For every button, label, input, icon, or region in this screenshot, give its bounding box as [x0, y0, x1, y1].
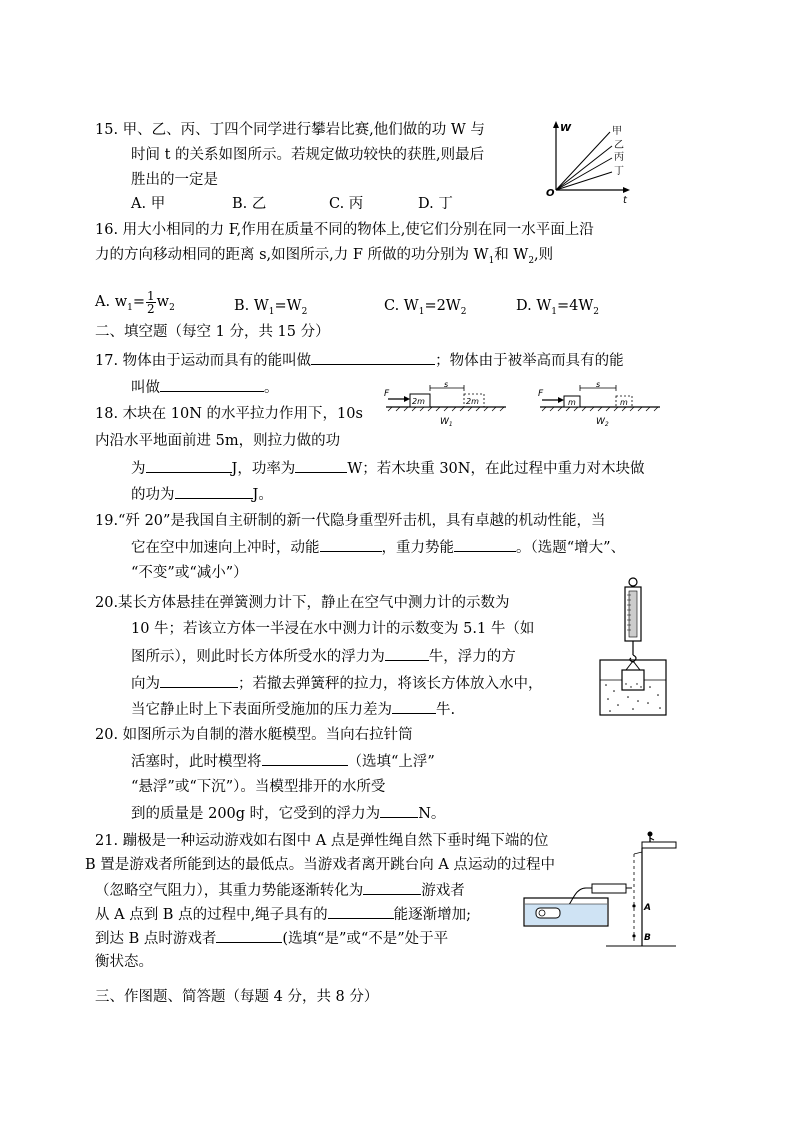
svg-text:s: s: [596, 382, 601, 389]
q20b-blank-motion: [262, 751, 348, 766]
q15-y-label: W: [560, 123, 572, 134]
svg-text:m: m: [568, 398, 576, 407]
q18-line4: 的功为 J。: [131, 484, 273, 505]
svg-text:2m: 2m: [466, 397, 479, 406]
q21-jumper-head: [648, 832, 653, 837]
q17-blank-2: [160, 377, 264, 392]
q20a-line4: 向为 ；若撤去弹簧秤的拉力，将该长方体放入水中，: [131, 673, 543, 694]
q15-option-a: A. 甲: [131, 196, 166, 212]
q17-blank-1: [311, 350, 435, 365]
q20a-line5: 当它静止时上下表面所受施加的压力差为 牛.: [131, 699, 455, 720]
q15-option-b: B. 乙: [232, 196, 267, 212]
svg-text:s: s: [444, 382, 449, 389]
q15-origin-label: O: [546, 188, 555, 199]
q15-line-yi: [556, 146, 612, 190]
svg-text:F: F: [538, 389, 544, 399]
q21-platform: [642, 842, 676, 848]
q20b-line3: “悬浮”或“下沉”）。当模型排开的水所受: [131, 779, 386, 795]
q15-x-label: t: [623, 195, 627, 204]
q16-option-c: C. $W_1=2W_2$: [384, 298, 467, 317]
q16-option-a: A. $w_1=$ $\frac{1}{2}$ $w_2$: [95, 288, 175, 316]
q16-w1-label: $W_1$: [440, 417, 453, 428]
q20b-blank-buoyancy: [380, 803, 418, 818]
q15-option-c: C. 丙: [329, 196, 364, 212]
q15-label-jia: 甲: [612, 126, 622, 137]
q15-line-bing: [556, 158, 612, 190]
q21-blank-rope-energy: [328, 904, 394, 919]
q21-line5: 到达 B 点时游戏者 (选填“是”或“不是”处于平: [95, 928, 448, 949]
q20a-blank-buoyancy: [385, 646, 429, 661]
q21-point-b: [632, 934, 635, 937]
svg-text:m: m: [620, 398, 628, 407]
q15-work-time-graph: [538, 118, 633, 204]
q15-option-d: D. 丁: [418, 196, 453, 212]
q16-line1: 16. 用大小相同的力 F,作用在质量不同的物体上,使它们分别在同一水平面上沿: [95, 222, 594, 238]
q18-line3: 为 J，功率为 W；若木块重 30N，在此过程中重力对木块做: [131, 458, 644, 479]
q21-bungee-figure: [604, 830, 678, 948]
section-2-heading: 二、填空题（每空 1 分，共 15 分）: [95, 324, 330, 340]
q19-line3: “不变”或“减小”）: [131, 565, 248, 581]
q20a-scale-ring: [629, 578, 637, 586]
q16-w2-label: $W_2$: [596, 417, 609, 428]
q21-point-a: [632, 904, 635, 907]
svg-text:B: B: [644, 933, 651, 943]
q15-label-ding: 丁: [614, 166, 624, 177]
q15-label-yi: 乙: [614, 140, 624, 151]
q19-blank-kinetic: [320, 537, 382, 552]
svg-text:F: F: [384, 389, 390, 399]
q15-y-arrow: [553, 121, 559, 128]
q15-line2: 时间 t 的关系如图所示。若规定做功较快的获胜,则最后: [131, 147, 485, 163]
svg-text:2m: 2m: [412, 397, 425, 406]
q20b-line2: 活塞时，此时模型将 （选填“上浮”: [131, 751, 435, 772]
q15-x-arrow: [623, 187, 630, 193]
q17-line2: 叫做 。: [131, 377, 279, 398]
q16-force-diagrams: [384, 382, 664, 434]
q20a-line1: 20.某长方体悬挂在弹簧测力计下，静止在空气中测力计的示数为: [95, 595, 510, 611]
q20b-line1: 20. 如图所示为自制的潜水艇模型。当向右拉针筒: [95, 727, 413, 743]
q17-line1: 17. 物体由于运动而具有的能叫做 ；物体由于被举高而具有的能: [95, 350, 624, 371]
q20a-line2: 10 牛；若该立方体一半浸在水中测力计的示数变为 5.1 牛（如: [131, 621, 535, 637]
q21-blank-equilibrium: [216, 928, 282, 943]
q20a-spring-scale-figure: [598, 575, 670, 717]
q19-blank-potential: [454, 537, 516, 552]
q15-line1: 15. 甲、乙、丙、丁四个同学进行攀岩比赛,他们做的功 W 与: [95, 122, 485, 138]
q21-line3: （忽略空气阻力），其重力势能逐渐转化为 游戏者: [95, 880, 465, 901]
svg-text:A: A: [644, 903, 651, 913]
q18-blank-gravity-work: [175, 484, 253, 499]
q18-blank-work: [146, 458, 232, 473]
q16-option-b: B. $W_1=W_2$: [234, 298, 308, 317]
q15-label-bing: 丙: [614, 152, 624, 163]
q20a-line3: 图所示），则此时长方体所受水的浮力为 牛，浮力的方: [131, 646, 516, 667]
q16-option-a-fraction: $\frac{1}{2}$: [147, 288, 155, 316]
q21-line2: B 置是游戏者所能到达的最低点。当游戏者离开跳台向 A 点运动的过程中: [85, 857, 555, 873]
q16-line2: 力的方向移动相同的距离 s,如图所示,力 F 所做的功分别为 $W_1$和 $W_2$,则: [95, 247, 554, 266]
q20a-blank-pressure-diff: [392, 699, 436, 714]
q18-blank-power: [295, 458, 347, 473]
q19-line1: 19.“歼 20”是我国自主研制的新一代隐身重型歼击机，具有卓越的机动性能，当: [95, 513, 606, 529]
q20a-blank-direction: [160, 673, 238, 688]
q21-line1: 21. 蹦极是一种运动游戏如右图中 A 点是弹性绳自然下垂时绳下端的位: [95, 833, 549, 849]
q18-line2: 内沿水平地面前进 5m，则拉力做的功: [95, 433, 341, 449]
q15-line3: 胜出的一定是: [131, 172, 218, 188]
q21-blank-energy-to: [363, 880, 421, 895]
section-3-heading: 三、作图题、简答题（每题 4 分，共 8 分）: [95, 989, 379, 1005]
q18-line1: 18. 木块在 10N 的水平拉力作用下，10s: [95, 406, 363, 422]
q21-line4: 从 A 点到 B 点的过程中,绳子具有的 能逐渐增加;: [95, 904, 471, 925]
q16-option-d: D. $W_1=4W_2$: [516, 298, 599, 317]
q20b-submarine: [536, 908, 560, 918]
q19-line2: 它在空中加速向上冲时，动能 ，重力势能 。（选题“增大”、: [131, 537, 625, 558]
q20b-line4: 到的质量是 200g 时，它受到的浮力为 N。: [131, 803, 445, 824]
q21-line6: 衡状态。: [95, 954, 153, 970]
